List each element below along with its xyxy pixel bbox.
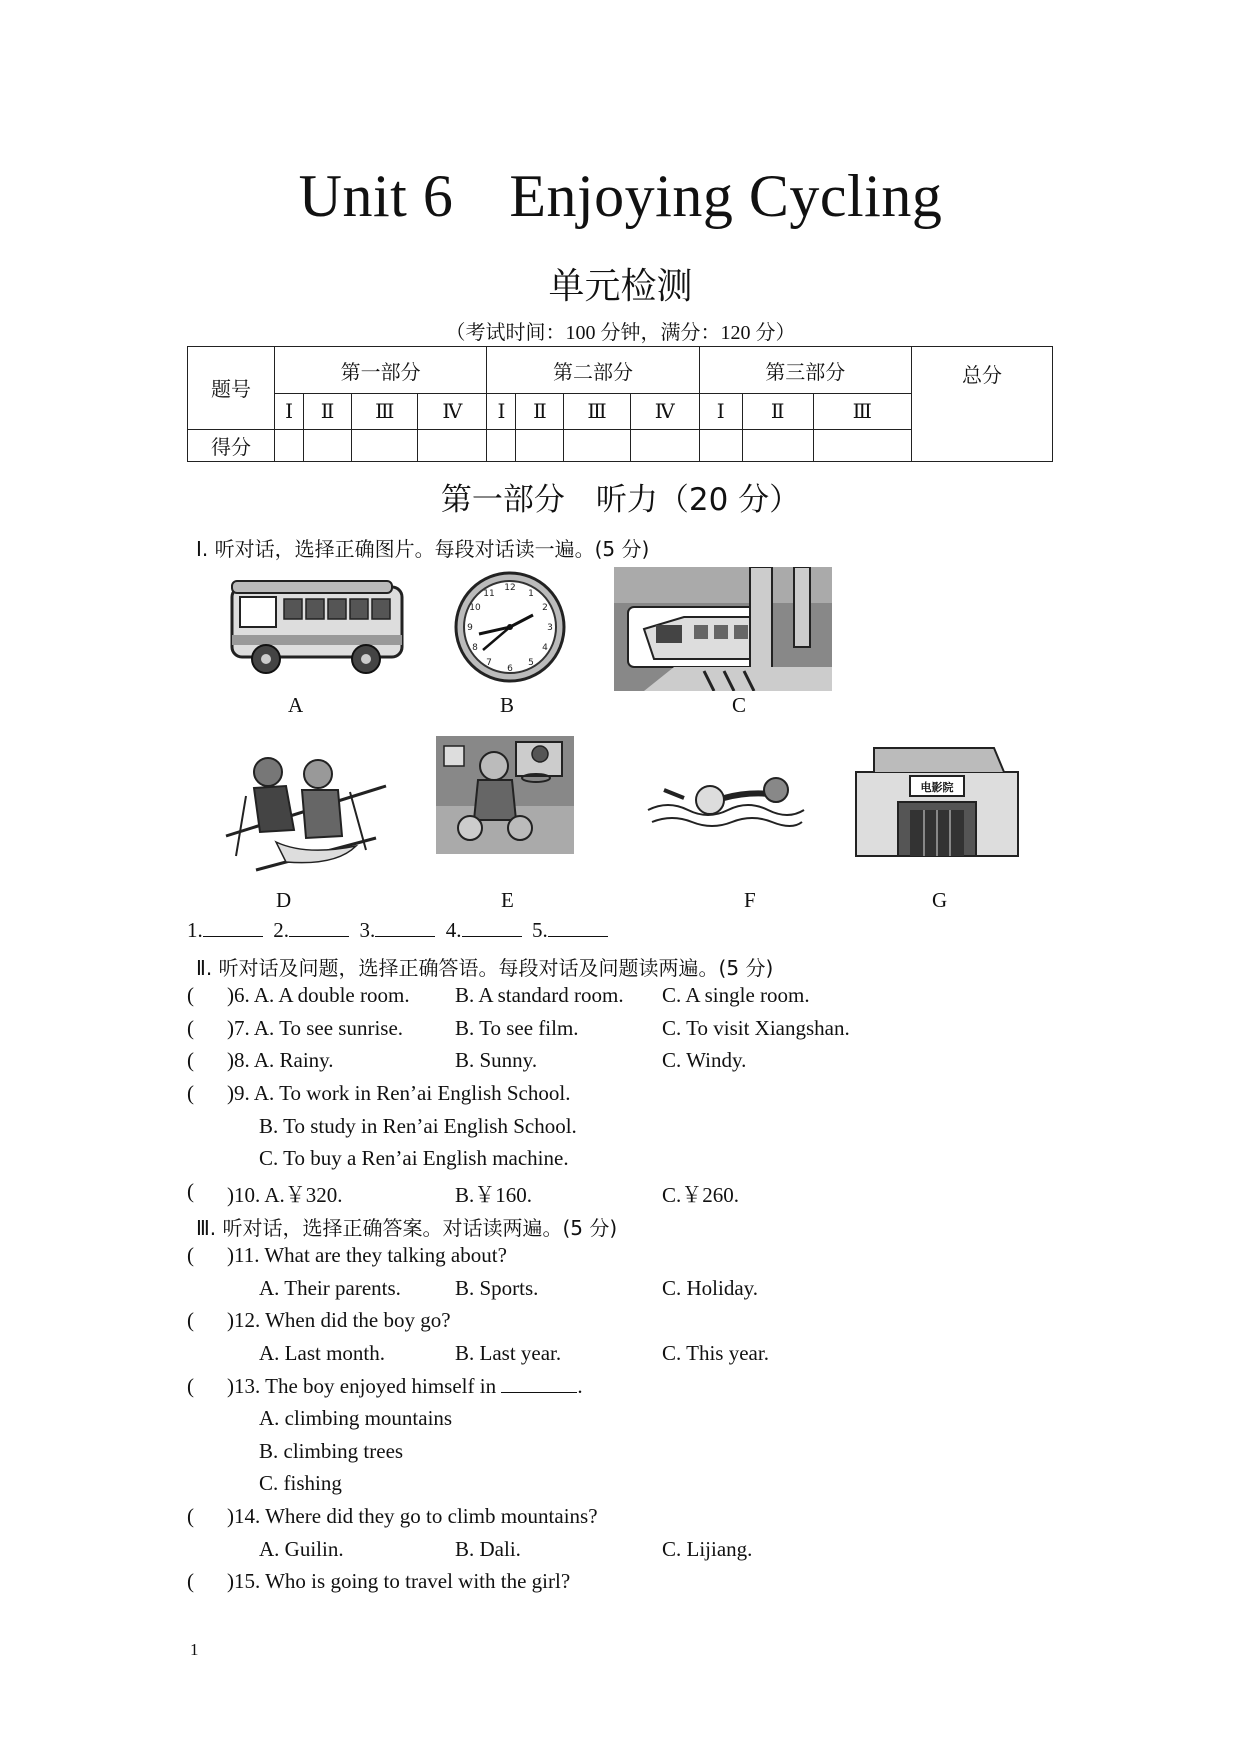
section3-instruction: Ⅲ. 听对话，选择正确答案。对话读两遍。(5 分) <box>196 1216 618 1240</box>
q15-stem: )15. Who is going to travel with the girl? <box>227 1569 571 1593</box>
cinema-sign: 电影院 <box>920 781 954 794</box>
subway-train-icon <box>614 567 832 691</box>
title-unit: Unit 6 <box>298 163 454 229</box>
part1-header: 第一部分 <box>275 347 487 394</box>
col-header: Ⅲ <box>564 394 631 429</box>
blank-1[interactable] <box>203 918 263 937</box>
blank-label: 3. <box>359 918 376 942</box>
part1-heading: 第一部分 听力（20 分） <box>440 482 801 518</box>
label-b: B <box>500 693 515 717</box>
q12-option-c[interactable]: C. This year. <box>662 1341 769 1365</box>
q6-option-b[interactable]: B. A standard room. <box>455 983 624 1007</box>
question-7 <box>187 1016 194 1041</box>
label-e: E <box>501 888 514 912</box>
part3-header: 第三部分 <box>699 347 911 394</box>
score-cell[interactable] <box>351 429 418 461</box>
q9-option-b[interactable]: B. To study in Ren’ai English School. <box>259 1114 577 1138</box>
score-cell[interactable] <box>699 429 742 461</box>
q13-blank[interactable] <box>501 1374 577 1393</box>
q9-option-a[interactable]: )9. A. To work in Ren’ai English School. <box>227 1081 571 1105</box>
score-cell[interactable] <box>487 429 516 461</box>
q14-option-c[interactable]: C. Lijiang. <box>662 1537 753 1561</box>
label-c: C <box>732 693 747 717</box>
q11-stem: )11. What are they talking about? <box>227 1243 507 1267</box>
answer-bracket[interactable]: ( <box>187 1081 194 1105</box>
q13-stem-line <box>227 1374 583 1399</box>
subtitle: 单元检测 <box>548 266 693 307</box>
q6-option-c[interactable]: C. A single room. <box>662 983 810 1007</box>
col-header: Ⅱ <box>516 394 564 429</box>
cinema-icon <box>854 744 1020 858</box>
question-13 <box>187 1374 194 1399</box>
section2-instruction: Ⅱ. 听对话及问题，选择正确答语。每段对话及问题读两遍。(5 分) <box>196 956 774 980</box>
q11-option-c[interactable]: C. Holiday. <box>662 1276 759 1300</box>
col-header: Ⅰ <box>487 394 516 429</box>
q10-option-a[interactable]: )10. A.￥320. <box>227 1183 343 1207</box>
question-6 <box>187 983 194 1008</box>
title-name: Enjoying Cycling <box>509 163 943 229</box>
svg-text:3: 3 <box>547 623 553 633</box>
swimming-icon <box>644 770 806 840</box>
score-cell[interactable] <box>304 429 352 461</box>
question-10 <box>187 1179 194 1204</box>
page-number: 1 <box>190 1640 199 1659</box>
answer-bracket[interactable]: ( <box>187 1179 194 1203</box>
blank-label: 4. <box>445 918 462 942</box>
answer-bracket[interactable]: ( <box>187 1374 194 1398</box>
q13-option-a[interactable]: A. climbing mountains <box>259 1406 453 1430</box>
col-header: Ⅱ <box>742 394 813 429</box>
question-14 <box>187 1504 194 1529</box>
col-header: Ⅳ <box>418 394 487 429</box>
q14-stem: )14. Where did they go to climb mountains? <box>227 1504 598 1528</box>
q7-option-b[interactable]: B. To see film. <box>455 1016 579 1040</box>
q10-option-c[interactable]: C.￥260. <box>662 1183 740 1207</box>
answer-bracket[interactable]: ( <box>187 1308 194 1332</box>
answer-bracket[interactable]: ( <box>187 983 194 1007</box>
blank-3[interactable] <box>375 918 435 937</box>
svg-text:7: 7 <box>486 658 492 668</box>
label-a: A <box>288 693 304 717</box>
q6-option-a[interactable]: )6. A. A double room. <box>227 983 410 1007</box>
label-score: 得分 <box>188 429 275 461</box>
answer-bracket[interactable]: ( <box>187 1048 194 1072</box>
question-15 <box>187 1569 194 1594</box>
svg-text:2: 2 <box>542 603 548 613</box>
svg-text:11: 11 <box>483 589 495 599</box>
label-g: G <box>932 888 948 912</box>
basketball-icon <box>436 736 574 854</box>
answer-bracket[interactable]: ( <box>187 1243 194 1267</box>
q10-option-b[interactable]: B.￥160. <box>455 1183 533 1207</box>
svg-text:6: 6 <box>507 664 513 674</box>
blank-2[interactable] <box>289 918 349 937</box>
q13-period: . <box>577 1374 583 1398</box>
score-cell[interactable] <box>564 429 631 461</box>
q11-option-b[interactable]: B. Sports. <box>455 1276 539 1300</box>
question-12 <box>187 1308 194 1333</box>
col-header: Ⅰ <box>275 394 304 429</box>
label-d: D <box>276 888 292 912</box>
answer-bracket[interactable]: ( <box>187 1504 194 1528</box>
col-header: Ⅲ <box>351 394 418 429</box>
q8-option-a[interactable]: )8. A. Rainy. <box>227 1048 334 1072</box>
blank-label: 1. <box>187 918 203 942</box>
blank-5[interactable] <box>548 918 608 937</box>
score-cell[interactable] <box>275 429 304 461</box>
label-number: 题号 <box>188 347 275 430</box>
total-header: 总分 <box>912 347 1053 462</box>
svg-text:9: 9 <box>467 623 473 633</box>
answer-bracket[interactable]: ( <box>187 1016 194 1040</box>
blank-label: 5. <box>532 918 548 942</box>
score-cell[interactable] <box>813 429 911 461</box>
col-header: Ⅱ <box>304 394 352 429</box>
exam-info: （考试时间：100 分钟，满分：120 分） <box>445 322 796 344</box>
q13-option-b[interactable]: B. climbing trees <box>259 1439 404 1463</box>
q14-option-a[interactable]: A. Guilin. <box>259 1537 344 1561</box>
part2-header: 第二部分 <box>487 347 699 394</box>
label-f: F <box>744 888 756 912</box>
q7-option-c[interactable]: C. To visit Xiangshan. <box>662 1016 850 1040</box>
q12-option-a[interactable]: A. Last month. <box>259 1341 385 1365</box>
q7-option-a[interactable]: )7. A. To see sunrise. <box>227 1016 404 1040</box>
question-11 <box>187 1243 194 1268</box>
svg-text:8: 8 <box>472 643 478 653</box>
q8-option-c[interactable]: C. Windy. <box>662 1048 747 1072</box>
q13-stem: )13. The boy enjoyed himself in <box>227 1374 497 1398</box>
page-title <box>0 162 1241 231</box>
answer-blanks <box>187 918 608 943</box>
question-8 <box>187 1048 194 1073</box>
svg-text:1: 1 <box>528 589 534 599</box>
bus-icon <box>228 575 408 677</box>
q11-option-a[interactable]: A. Their parents. <box>259 1276 401 1300</box>
svg-text:4: 4 <box>542 643 548 653</box>
svg-text:10: 10 <box>469 603 481 613</box>
score-cell[interactable] <box>630 429 699 461</box>
q14-option-b[interactable]: B. Dali. <box>455 1537 521 1561</box>
col-header: Ⅰ <box>699 394 742 429</box>
q13-option-c[interactable]: C. fishing <box>259 1471 342 1495</box>
score-cell[interactable] <box>516 429 564 461</box>
section1-instruction: Ⅰ. 听对话，选择正确图片。每段对话读一遍。(5 分) <box>196 537 650 561</box>
q9-option-c[interactable]: C. To buy a Ren’ai English machine. <box>259 1146 569 1170</box>
q12-option-b[interactable]: B. Last year. <box>455 1341 562 1365</box>
q12-stem: )12. When did the boy go? <box>227 1308 451 1332</box>
svg-text:5: 5 <box>528 658 534 668</box>
clock-icon <box>453 570 567 684</box>
col-header: Ⅲ <box>813 394 911 429</box>
score-table <box>187 346 1053 462</box>
skiing-icon <box>216 746 392 874</box>
blank-4[interactable] <box>462 918 522 937</box>
col-header: Ⅳ <box>630 394 699 429</box>
answer-bracket[interactable]: ( <box>187 1569 194 1593</box>
score-cell[interactable] <box>742 429 813 461</box>
score-cell[interactable] <box>418 429 487 461</box>
question-9 <box>187 1081 194 1106</box>
blank-label: 2. <box>273 918 289 942</box>
svg-text:12: 12 <box>504 583 516 593</box>
q8-option-b[interactable]: B. Sunny. <box>455 1048 538 1072</box>
